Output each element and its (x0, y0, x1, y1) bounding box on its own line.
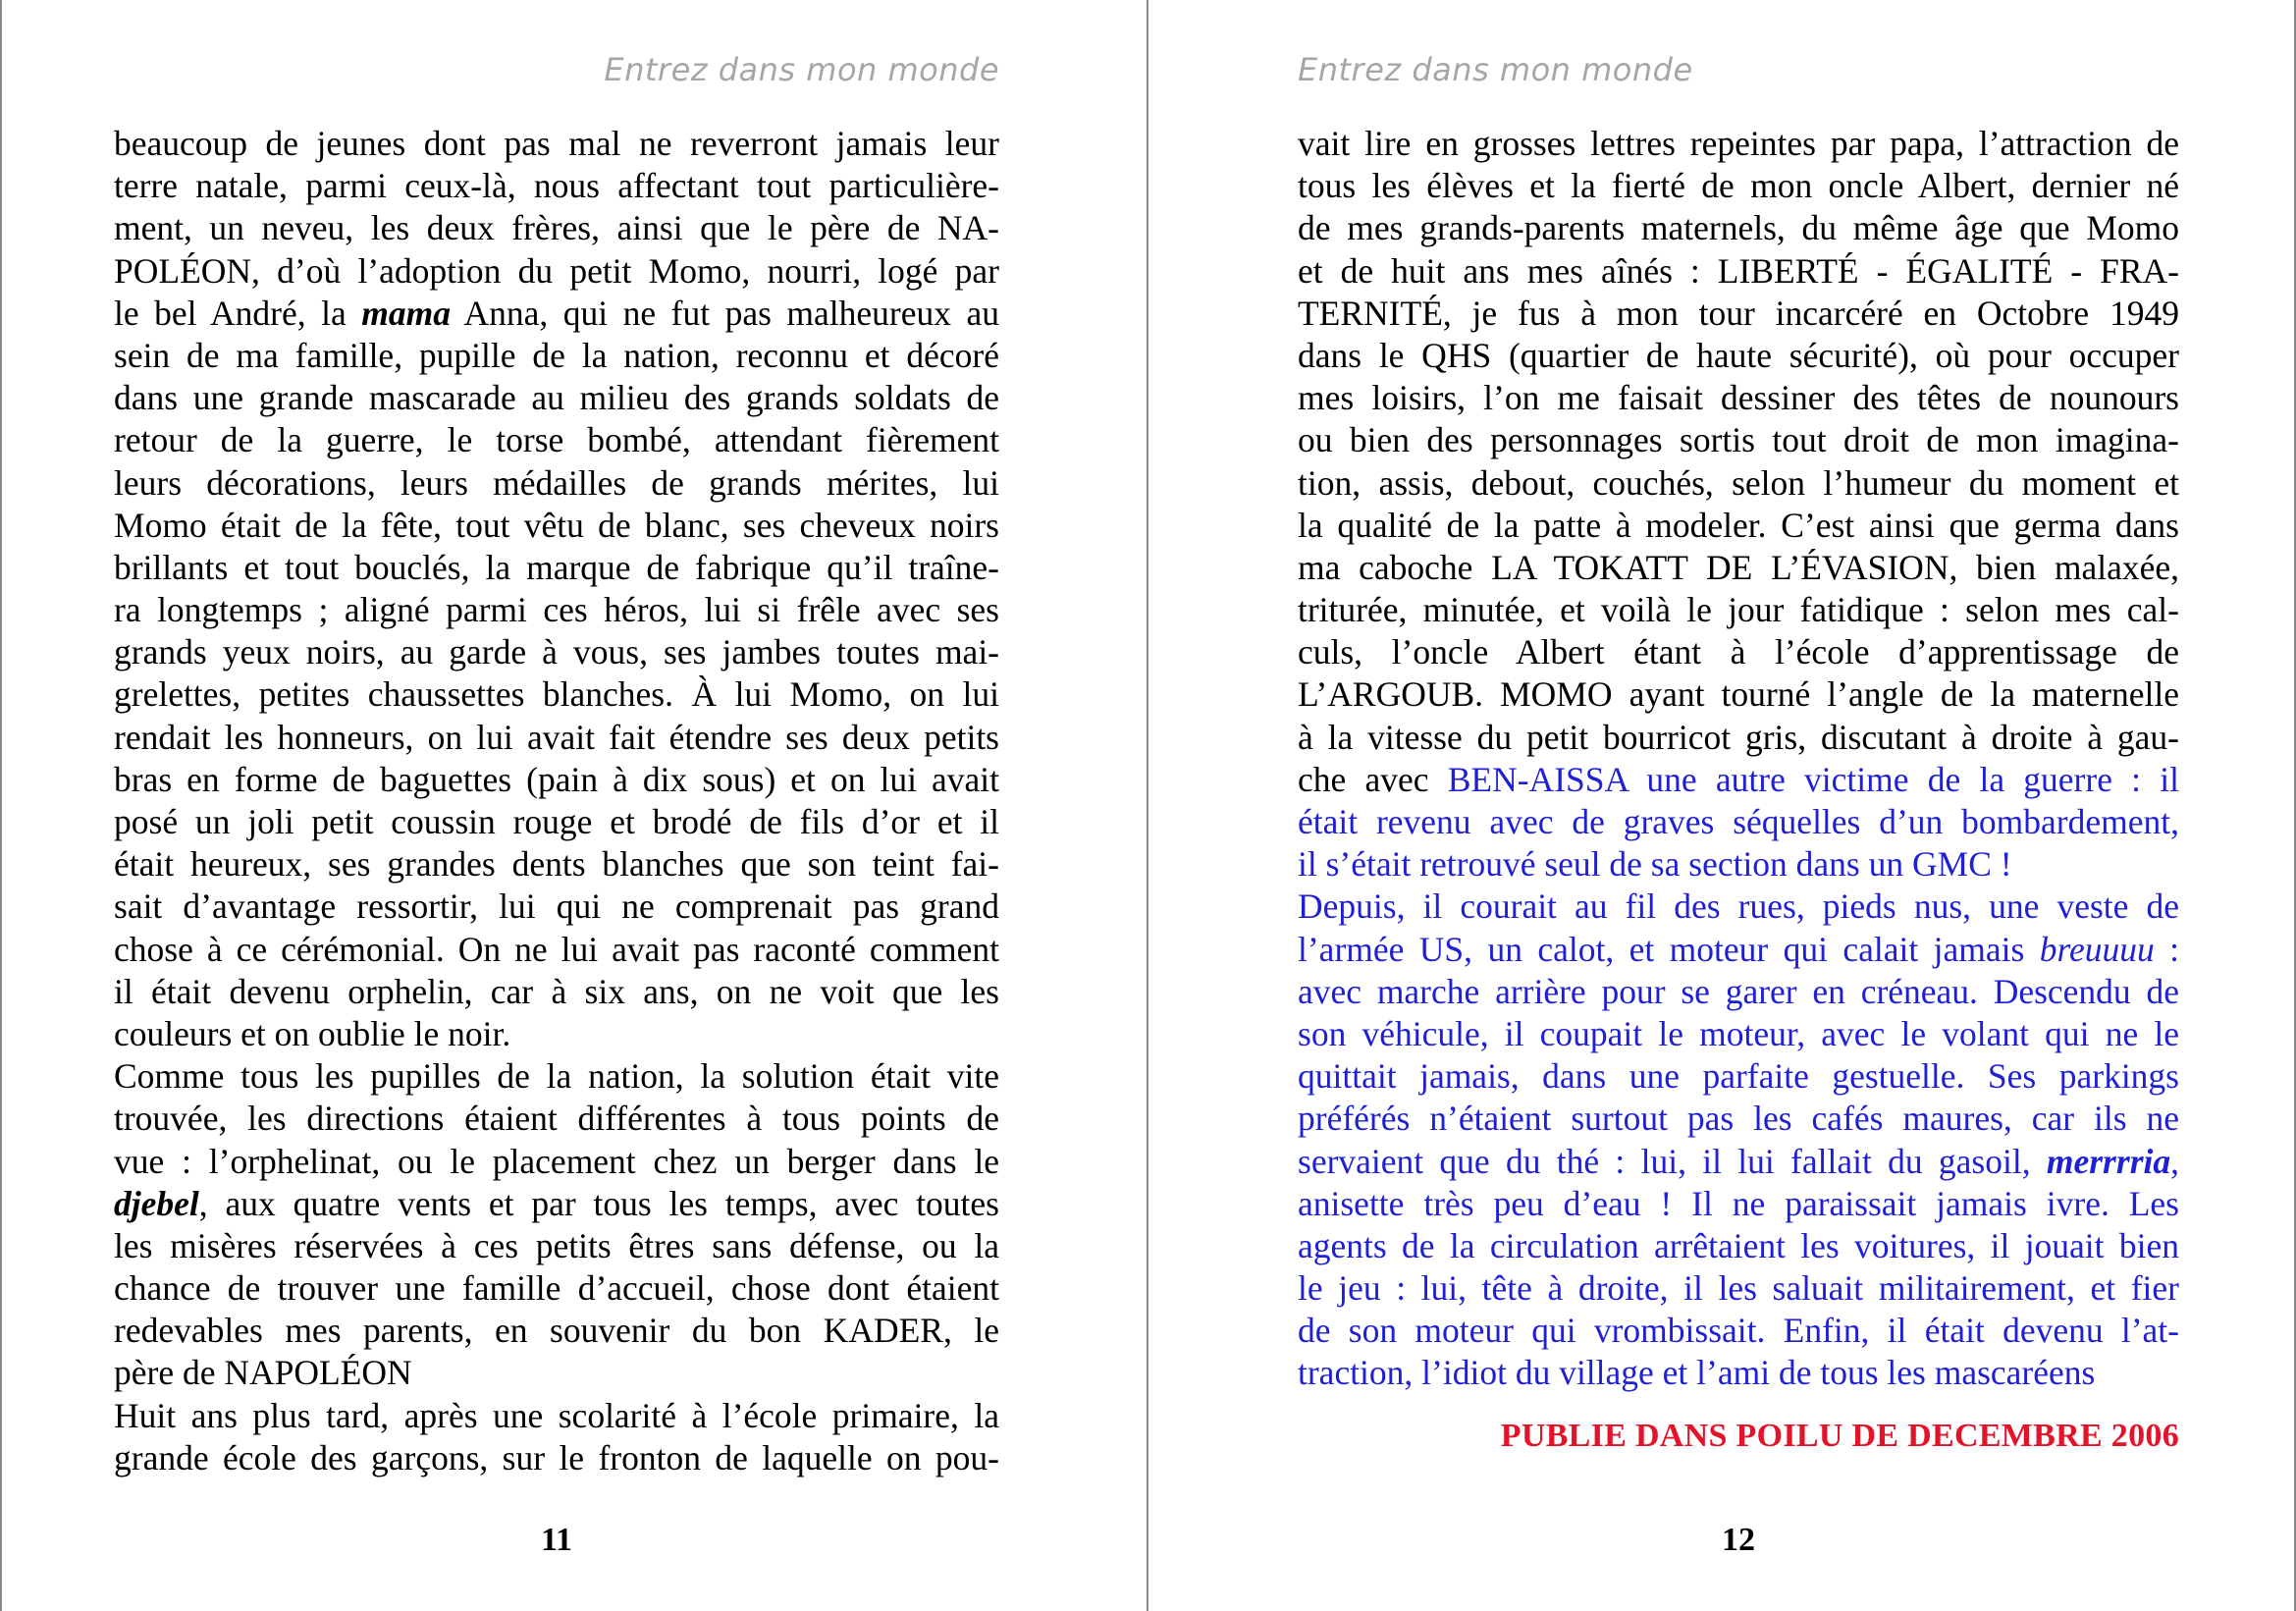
text-run: , aux quatre vents et par tous les temps, avec toutes (198, 1183, 999, 1223)
text-run: de mes grands-parents maternels, du même âge que Momo (1298, 208, 2179, 248)
text-line (1298, 801, 2179, 843)
text-run: chance de trouver une famille d’accueil, chose dont étaient (114, 1268, 999, 1309)
text-run: et de huit ans mes aînés : LIBERTÉ - ÉGALITÉ - FRA- (1298, 250, 2179, 291)
text-run: grands yeux noirs, au garde à vous, ses jambes toutes mai- (114, 632, 999, 672)
text-run: redevables mes parents, en souvenir du bon KADER, le (114, 1311, 999, 1351)
text-line (1298, 759, 2179, 801)
page-gutter (1147, 0, 1148, 1611)
text-run: vue : l’orphelinat, ou le placement chez un berger dans le (114, 1141, 999, 1181)
publication-note: PUBLIE DANS POILU DE DECEMBRE 2006 (1500, 1418, 2179, 1454)
page-number: 11 (540, 1522, 573, 1558)
text-line (1298, 1225, 2179, 1267)
text-line (1298, 377, 2179, 419)
text-run: père de NAPOLÉON (114, 1353, 412, 1393)
text-run: anisette très peu d’eau ! Il ne paraissait jamais ivre. Les (1298, 1183, 2179, 1223)
text-line (1298, 1183, 2179, 1225)
running-head: Entrez dans mon monde (604, 51, 999, 88)
text-line (114, 505, 999, 547)
text-run: grelettes, petites chaussettes blanches. À lui Momo, on lui (114, 674, 999, 715)
text-run: les misères réservées à ces petits êtres sans défense, ou la (114, 1225, 999, 1265)
text-line (114, 1141, 999, 1183)
text-run: agents de la circulation arrêtaient les voitures, il jouait bien (1298, 1225, 2179, 1265)
text-run: Comme tous les pupilles de la nation, la solution était vite (114, 1056, 999, 1097)
text-run: de son moteur qui vrombissait. Enfin, il était devenu l’at- (1298, 1311, 2179, 1351)
text-run: Momo était de la fête, tout vêtu de blanc, ses cheveux noirs (114, 505, 999, 545)
text-run: : (2154, 929, 2179, 969)
text-line (114, 929, 999, 971)
text-line (1298, 293, 2179, 335)
text-line (1298, 631, 2179, 673)
text-run: sein de ma famille, pupille de la nation, reconnu et décoré (114, 335, 999, 375)
text-run: beaucoup de jeunes dont pas mal ne reverront jamais leur (114, 124, 999, 163)
text-line (114, 801, 999, 843)
text-line (1298, 1013, 2179, 1055)
text-run: le bel André, la (114, 293, 362, 333)
text-line (1298, 1098, 2179, 1140)
text-run: l’armée US, un calot, et moteur qui calait jamais (1298, 929, 2040, 969)
text-line (114, 377, 999, 419)
text-run: était revenu avec de graves séquelles d’un bombardement, (1298, 802, 2179, 841)
text-line (114, 462, 999, 505)
page-edge-left (0, 0, 2, 1611)
text-run: posé un joli petit coussin rouge et brodé de fils d’or et il (114, 802, 999, 841)
text-line (114, 717, 999, 759)
text-line (1298, 589, 2179, 631)
text-line (114, 631, 999, 673)
text-run: quittait jamais, dans une parfaite gestuelle. Ses parkings (1298, 1056, 2179, 1097)
text-run: préférés n’étaient surtout pas les cafés maures, car ils ne (1298, 1099, 2179, 1139)
text-run: triturée, minutée, et voilà le jour fatidique : selon mes cal- (1298, 590, 2179, 630)
text-run: ma caboche LA TOKATT DE L’ÉVASION, bien malaxée, (1298, 547, 2179, 587)
text-run: le jeu : lui, tête à droite, il les saluait militairement, et fier (1298, 1268, 2179, 1309)
text-line (1298, 1352, 2179, 1394)
text-line (114, 1225, 999, 1267)
text-line (1298, 547, 2179, 589)
text-line (114, 1267, 999, 1310)
text-run: tous les élèves et la fierté de mon oncle Albert, dernier né (1298, 166, 2179, 206)
text-run: il était devenu orphelin, car à six ans, on ne voit que les (114, 971, 999, 1011)
text-run: avec marche arrière pour se garer en créneau. Descendu de (1298, 971, 2179, 1011)
text-line (114, 1395, 999, 1437)
text-line (1298, 123, 2179, 165)
text-run: leurs décorations, leurs médailles de grands mérites, lui (114, 462, 999, 503)
running-head: Entrez dans mon monde (1298, 51, 1693, 88)
text-line (1298, 1055, 2179, 1098)
text-run: culs, l’oncle Albert étant à l’école d’apprentissage de (1298, 632, 2179, 672)
text-line (114, 759, 999, 801)
text-line (114, 165, 999, 207)
text-line (1298, 886, 2179, 928)
text-line (1298, 971, 2179, 1013)
text-run: che avec (1298, 759, 1448, 799)
text-line (114, 1437, 999, 1479)
text-line (114, 293, 999, 335)
text-line (1298, 717, 2179, 759)
text-line (114, 1310, 999, 1352)
text-line (114, 886, 999, 928)
text-line (1298, 673, 2179, 716)
text-line (114, 1352, 999, 1394)
text-run: POLÉON, d’où l’adoption du petit Momo, nourri, logé par (114, 250, 999, 291)
text-line (1298, 335, 2179, 377)
text-run: L’ARGOUB. MOMO ayant tourné l’angle de la maternelle (1298, 674, 2179, 715)
text-run: BEN-AISSA une autre victime de la guerre : il (1447, 759, 2179, 799)
text-run: rendait les honneurs, on lui avait fait étendre ses deux petits (114, 717, 999, 757)
text-line (1298, 1141, 2179, 1183)
emphasized-word: merrrria (2046, 1141, 2171, 1181)
text-line (1298, 165, 2179, 207)
text-run: tion, assis, debout, couchés, selon l’humeur du moment et (1298, 462, 2179, 503)
text-run: brillants et tout bouclés, la marque de fabrique qu’il traîne- (114, 547, 999, 587)
page-body-text (1298, 123, 2179, 1395)
text-run: il s’était retrouvé seul de sa section dans un GMC ! (1298, 844, 2012, 885)
text-run: grande école des garçons, sur le fronton de laquelle on pou- (114, 1437, 999, 1477)
text-run: Depuis, il courait au fil des rues, pieds nus, une veste de (1298, 886, 2179, 927)
text-line (1298, 505, 2179, 547)
text-line (114, 207, 999, 249)
emphasized-word: mama (361, 293, 451, 333)
text-run: , (2170, 1141, 2179, 1181)
text-line (114, 419, 999, 461)
text-run: couleurs et on oublie le noir. (114, 1013, 511, 1053)
text-run: retour de la guerre, le torse bombé, attendant fièrement (114, 420, 999, 460)
text-line (114, 971, 999, 1013)
text-run: à la vitesse du petit bourricot gris, discutant à droite à gau- (1298, 717, 2179, 757)
text-run: Huit ans plus tard, après une scolarité à l’école primaire, la (114, 1395, 999, 1435)
text-line (114, 123, 999, 165)
text-line (114, 547, 999, 589)
text-run: dans une grande mascarade au milieu des grands soldats de (114, 378, 999, 418)
text-line (114, 1055, 999, 1098)
text-line (1298, 1267, 2179, 1310)
text-line (1298, 929, 2179, 971)
text-run: ou bien des personnages sortis tout droit de mon imagina- (1298, 420, 2179, 460)
text-run: dans le QHS (quartier de haute sécurité), où pour occuper (1298, 335, 2179, 375)
text-line (114, 589, 999, 631)
text-line (1298, 843, 2179, 886)
text-line (1298, 250, 2179, 293)
text-run: la qualité de la patte à modeler. C’est ainsi que germa dans (1298, 505, 2179, 545)
page-number: 12 (1722, 1522, 1755, 1558)
text-run: vait lire en grosses lettres repeintes par papa, l’attraction de (1298, 124, 2179, 163)
text-run: bras en forme de baguettes (pain à dix sous) et on lui avait (114, 759, 999, 799)
page-body-text (114, 123, 999, 1479)
text-run: son véhicule, il coupait le moteur, avec le volant qui ne le (1298, 1013, 2179, 1053)
text-run: chose à ce cérémonial. On ne lui avait pas raconté comment (114, 929, 999, 969)
text-line (114, 1183, 999, 1225)
text-line (114, 1098, 999, 1140)
text-run: TERNITÉ, je fus à mon tour incarcéré en Octobre 1949 (1298, 293, 2179, 333)
text-run: ment, un neveu, les deux frères, ainsi que le père de NA- (114, 208, 999, 248)
text-run: ra longtemps ; aligné parmi ces héros, lui si frêle avec ses (114, 590, 999, 630)
text-line (1298, 207, 2179, 249)
text-line (1298, 1310, 2179, 1352)
text-line (114, 1013, 999, 1055)
text-run: sait d’avantage ressortir, lui qui ne comprenait pas grand (114, 886, 999, 927)
text-run: mes loisirs, l’on me faisait dessiner des têtes de nounours (1298, 378, 2179, 418)
text-line (114, 843, 999, 886)
text-run: trouvée, les directions étaient différentes à tous points de (114, 1099, 999, 1139)
text-run: Anna, qui ne fut pas malheureux au (450, 293, 999, 333)
text-line (114, 673, 999, 716)
emphasized-word: djebel (114, 1183, 199, 1223)
text-run: servaient que du thé : lui, il lui fallait du gasoil, (1298, 1141, 2047, 1181)
text-run: traction, l’idiot du village et l’ami de tous les mascaréens (1298, 1353, 2096, 1393)
text-line (1298, 419, 2179, 461)
text-line (114, 250, 999, 293)
text-run: était heureux, ses grandes dents blanches que son teint fai- (114, 844, 999, 885)
text-line (1298, 462, 2179, 505)
emphasized-word: breuuuu (2039, 929, 2155, 969)
text-line (114, 335, 999, 377)
page-11 (114, 0, 999, 1611)
text-run: terre natale, parmi ceux-là, nous affectant tout particulière- (114, 166, 999, 206)
page-12 (1298, 0, 2179, 1611)
